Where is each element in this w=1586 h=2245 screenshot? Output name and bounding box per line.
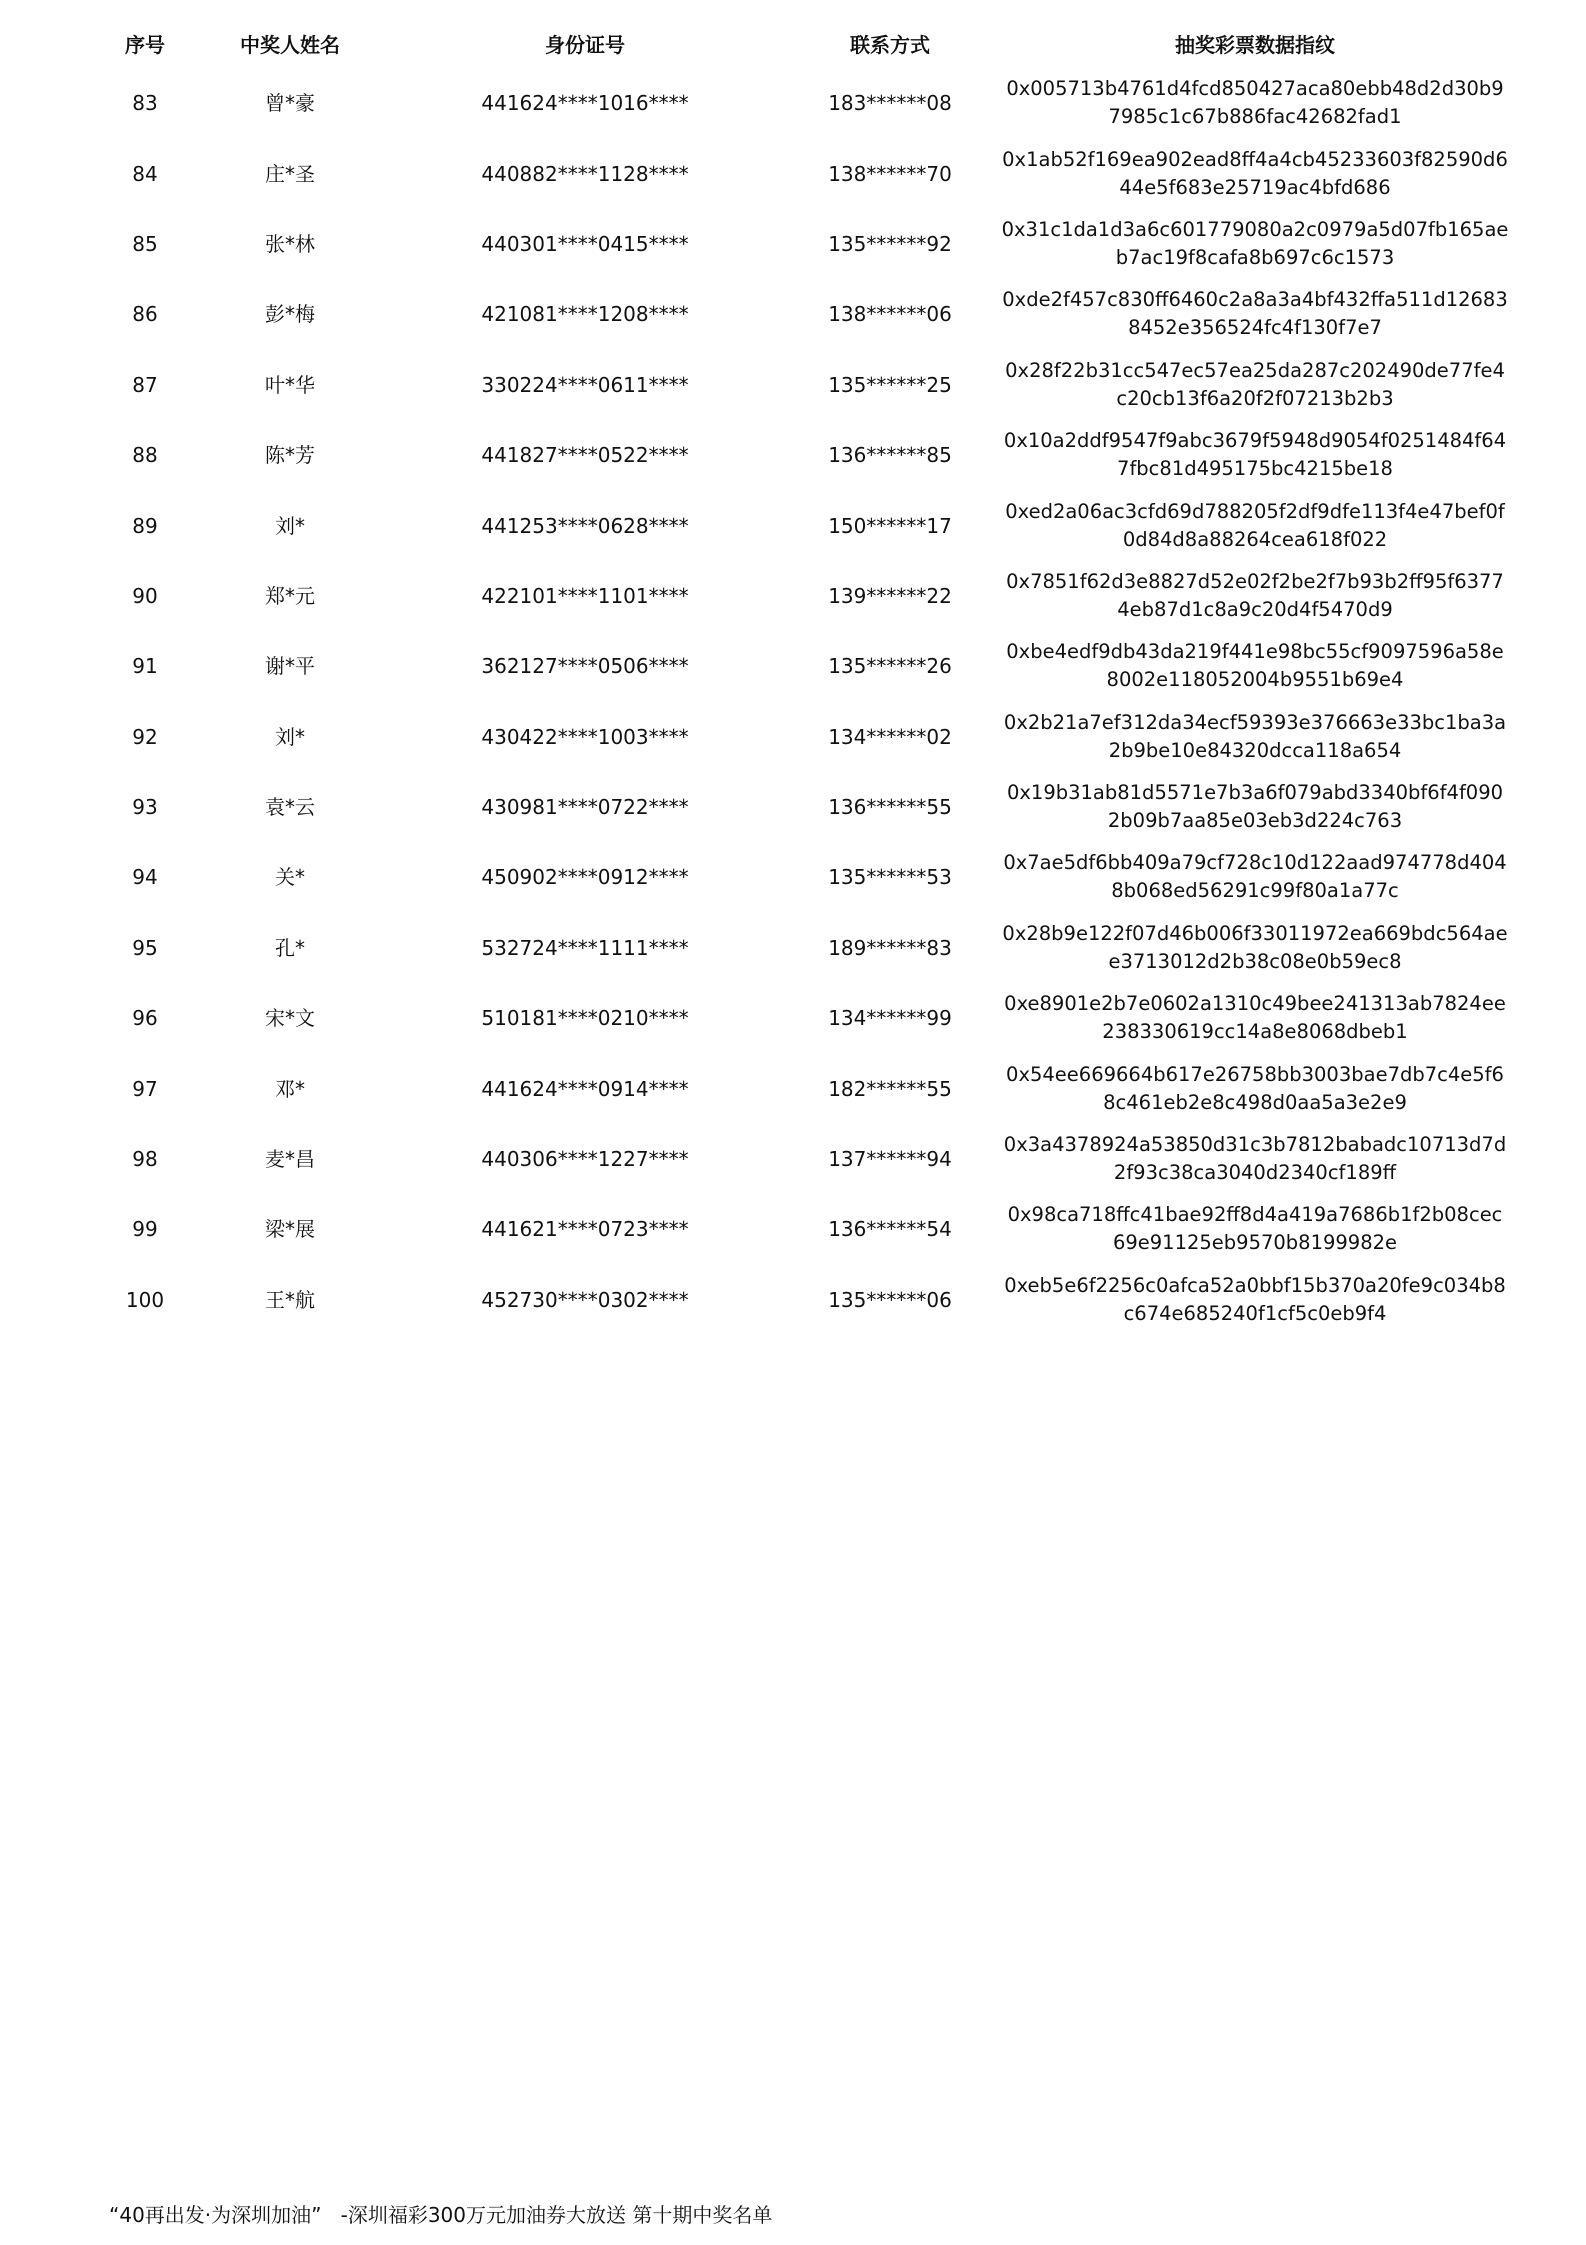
cell-fingerprint	[1005, 702, 1505, 772]
cell-serial-number: 94	[132, 865, 158, 890]
fingerprint-line-1: 0x31c1da1d3a6c601779080a2c0979a5d07fb165ae	[1001, 217, 1509, 241]
cell-serial-number: 93	[132, 795, 158, 820]
cell-id-number: 422101****1101****	[481, 583, 689, 608]
fingerprint-line-2: 8c461eb2e8c498d0aa5a3e2e9	[1103, 1090, 1407, 1114]
cell-serial-number: 83	[132, 91, 158, 116]
fingerprint-line-1: 0x005713b4761d4fcd850427aca80ebb48d2d30b9	[1006, 77, 1504, 101]
cell-serial-number: 99	[132, 1217, 158, 1242]
cell-serial-number: 89	[132, 513, 158, 538]
fingerprint-line-2: 2b09b7aa85e03eb3d224c763	[1107, 809, 1403, 833]
cell-contact: 137******94	[828, 1147, 952, 1172]
cell-fingerprint	[1005, 1124, 1505, 1194]
cell-fingerprint	[1002, 913, 1508, 983]
cell-id-number: 441827****0522****	[481, 443, 689, 468]
cell-fingerprint	[1005, 561, 1505, 631]
fingerprint-line-2: 8b068ed56291c99f80a1a77c	[1111, 879, 1399, 903]
cell-id-number: 532724****1111****	[481, 935, 689, 960]
header-serial-number: 序号	[125, 33, 165, 57]
cell-id-number: 421081****1208****	[481, 302, 689, 327]
fingerprint-line-1: 0x2b21a7ef312da34ecf59393e376663e33bc1ba3a	[1003, 710, 1507, 734]
cell-id-number: 440882****1128****	[481, 161, 689, 186]
cell-fingerprint	[1002, 279, 1508, 349]
cell-fingerprint	[1005, 490, 1505, 560]
fingerprint-line-1: 0xbe4edf9db43da219f441e98bc55cf9097596a58e	[1006, 640, 1504, 664]
cell-fingerprint	[1005, 68, 1505, 138]
cell-contact: 135******06	[828, 1287, 952, 1312]
fingerprint-line-1: 0xe8901e2b7e0602a1310c49bee241313ab7824ee	[1004, 992, 1506, 1016]
cell-fingerprint	[1005, 842, 1505, 912]
cell-contact: 150******17	[828, 513, 952, 538]
cell-fingerprint	[1001, 209, 1509, 279]
cell-id-number: 510181****0210****	[481, 1006, 689, 1031]
table-body	[0, 68, 1586, 1335]
cell-contact: 138******06	[828, 302, 952, 327]
cell-fingerprint	[1005, 631, 1505, 701]
fingerprint-line-1: 0x7851f62d3e8827d52e02f2be2f7b93b2ff95f6377	[1006, 569, 1504, 593]
fingerprint-line-2: 4eb87d1c8a9c20d4f5470d9	[1117, 597, 1393, 621]
cell-winner-name: 麦*昌	[265, 1147, 315, 1172]
fingerprint-line-2: c20cb13f6a20f2f07213b2b3	[1116, 386, 1394, 410]
cell-fingerprint	[1005, 1265, 1505, 1335]
cell-serial-number: 90	[132, 583, 158, 608]
fingerprint-line-1: 0xeb5e6f2256c0afca52a0bbf15b370a20fe9c034b8	[1004, 1273, 1506, 1297]
table-row	[0, 1124, 1586, 1194]
table-row	[0, 702, 1586, 772]
cell-id-number: 452730****0302****	[481, 1287, 689, 1312]
fingerprint-line-2: 0d84d8a88264cea618f022	[1122, 527, 1388, 551]
table-row	[0, 68, 1586, 138]
table-row	[0, 842, 1586, 912]
cell-id-number: 441621****0723****	[481, 1217, 689, 1242]
cell-id-number: 440301****0415****	[481, 231, 689, 256]
cell-contact: 138******70	[828, 161, 952, 186]
cell-contact: 134******99	[828, 1006, 952, 1031]
cell-contact: 182******55	[828, 1076, 952, 1101]
cell-winner-name: 王*航	[265, 1287, 315, 1312]
cell-fingerprint	[1005, 772, 1505, 842]
cell-contact: 189******83	[828, 935, 952, 960]
table-row	[0, 279, 1586, 349]
cell-contact: 134******02	[828, 724, 952, 749]
cell-fingerprint	[1005, 420, 1505, 490]
cell-winner-name: 庄*圣	[265, 161, 315, 186]
fingerprint-line-1: 0x28b9e122f07d46b006f33011972ea669bdc564ae	[1002, 921, 1508, 945]
fingerprint-line-2: e3713012d2b38c08e0b59ec8	[1108, 949, 1402, 973]
table-row	[0, 983, 1586, 1053]
table-row	[0, 772, 1586, 842]
cell-winner-name: 叶*华	[265, 372, 315, 397]
fingerprint-line-2: 238330619cc14a8e8068dbeb1	[1102, 1020, 1408, 1044]
fingerprint-line-1: 0xde2f457c830ff6460c2a8a3a4bf432ffa511d12683	[1002, 288, 1508, 312]
table-row	[0, 420, 1586, 490]
cell-winner-name: 宋*文	[265, 1006, 315, 1031]
table-row	[0, 1265, 1586, 1335]
fingerprint-line-2: b7ac19f8cafa8b697c6c1573	[1115, 245, 1395, 269]
cell-serial-number: 95	[132, 935, 158, 960]
cell-fingerprint	[1005, 983, 1505, 1053]
table-row	[0, 209, 1586, 279]
cell-serial-number: 97	[132, 1076, 158, 1101]
cell-serial-number: 85	[132, 231, 158, 256]
fingerprint-line-1: 0x98ca718ffc41bae92ff8d4a419a7686b1f2b08cec	[1007, 1203, 1503, 1227]
cell-winner-name: 孔*	[275, 935, 305, 960]
table-row	[0, 138, 1586, 208]
table-row	[0, 561, 1586, 631]
cell-serial-number: 84	[132, 161, 158, 186]
cell-serial-number: 91	[132, 654, 158, 679]
cell-winner-name: 袁*云	[265, 795, 315, 820]
cell-serial-number: 98	[132, 1147, 158, 1172]
cell-winner-name: 关*	[275, 865, 305, 890]
fingerprint-line-1: 0x7ae5df6bb409a79cf728c10d122aad974778d404	[1003, 851, 1507, 875]
table-row	[0, 1053, 1586, 1123]
cell-serial-number: 100	[125, 1287, 165, 1312]
cell-contact: 136******85	[828, 443, 952, 468]
fingerprint-line-2: 69e91125eb9570b8199982e	[1112, 1231, 1398, 1255]
cell-winner-name: 谢*平	[265, 654, 315, 679]
fingerprint-line-2: 2b9be10e84320dcca118a654	[1108, 738, 1402, 762]
header-id-number: 身份证号	[545, 33, 625, 57]
cell-serial-number: 87	[132, 372, 158, 397]
fingerprint-line-1: 0x1ab52f169ea902ead8ff4a4cb45233603f82590d6	[1002, 147, 1508, 171]
fingerprint-line-2: 2f93c38ca3040d2340cf189ff	[1113, 1161, 1397, 1185]
cell-serial-number: 92	[132, 724, 158, 749]
cell-id-number: 330224****0611****	[481, 372, 689, 397]
cell-contact: 135******92	[828, 231, 952, 256]
cell-id-number: 362127****0506****	[481, 654, 689, 679]
fingerprint-line-1: 0x28f22b31cc547ec57ea25da287c202490de77fe4	[1005, 358, 1505, 382]
fingerprint-line-2: 7985c1c67b886fac42682fad1	[1108, 105, 1402, 129]
cell-winner-name: 陈*芳	[265, 443, 315, 468]
fingerprint-line-2: 7fbc81d495175bc4215be18	[1117, 457, 1393, 481]
winners-table	[0, 22, 1586, 1335]
cell-contact: 136******54	[828, 1217, 952, 1242]
table-header-row	[0, 22, 1586, 68]
footer-caption: “40再出发·为深圳加油” -深圳福彩300万元加油券大放送 第十期中奖名单	[109, 2203, 773, 2227]
fingerprint-line-2: 8002e118052004b9551b69e4	[1106, 668, 1404, 692]
cell-fingerprint	[1005, 350, 1505, 420]
cell-contact: 135******53	[828, 865, 952, 890]
cell-id-number: 430422****1003****	[481, 724, 689, 749]
cell-fingerprint	[1002, 138, 1508, 208]
fingerprint-line-1: 0xed2a06ac3cfd69d788205f2df9dfe113f4e47bef0f	[1005, 499, 1505, 523]
fingerprint-line-2: c674e685240f1cf5c0eb9f4	[1123, 1301, 1387, 1325]
cell-contact: 135******26	[828, 654, 952, 679]
cell-contact: 183******08	[828, 91, 952, 116]
cell-winner-name: 刘*	[275, 513, 305, 538]
cell-winner-name: 梁*展	[265, 1217, 315, 1242]
cell-contact: 136******55	[828, 795, 952, 820]
cell-id-number: 441624****0914****	[481, 1076, 689, 1101]
cell-winner-name: 张*林	[265, 231, 315, 256]
table-row	[0, 1194, 1586, 1264]
cell-winner-name: 曾*豪	[265, 91, 315, 116]
fingerprint-line-2: 8452e356524fc4f130f7e7	[1128, 316, 1382, 340]
cell-id-number: 441253****0628****	[481, 513, 689, 538]
fingerprint-line-2: 44e5f683e25719ac4bfd686	[1119, 175, 1391, 199]
table-row	[0, 913, 1586, 983]
cell-fingerprint	[1005, 1053, 1505, 1123]
cell-id-number: 441624****1016****	[481, 91, 689, 116]
cell-serial-number: 86	[132, 302, 158, 327]
cell-id-number: 440306****1227****	[481, 1147, 689, 1172]
fingerprint-line-1: 0x3a4378924a53850d31c3b7812babadc10713d7d	[1003, 1133, 1507, 1157]
header-fingerprint: 抽奖彩票数据指纹	[1175, 33, 1335, 57]
fingerprint-line-1: 0x19b31ab81d5571e7b3a6f079abd3340bf6f4f090	[1006, 781, 1504, 805]
table-row	[0, 631, 1586, 701]
fingerprint-line-1: 0x54ee669664b617e26758bb3003bae7db7c4e5f6	[1006, 1062, 1504, 1086]
header-winner-name: 中奖人姓名	[240, 33, 340, 57]
cell-id-number: 430981****0722****	[481, 795, 689, 820]
cell-winner-name: 郑*元	[265, 583, 315, 608]
cell-contact: 139******22	[828, 583, 952, 608]
fingerprint-line-1: 0x10a2ddf9547f9abc3679f5948d9054f0251484f64	[1003, 429, 1507, 453]
cell-winner-name: 邓*	[275, 1076, 305, 1101]
cell-contact: 135******25	[828, 372, 952, 397]
header-contact: 联系方式	[850, 33, 930, 57]
cell-id-number: 450902****0912****	[481, 865, 689, 890]
cell-winner-name: 彭*梅	[265, 302, 315, 327]
cell-serial-number: 96	[132, 1006, 158, 1031]
cell-fingerprint	[1005, 1194, 1505, 1264]
cell-serial-number: 88	[132, 443, 158, 468]
table-row	[0, 350, 1586, 420]
cell-winner-name: 刘*	[275, 724, 305, 749]
table-row	[0, 490, 1586, 560]
